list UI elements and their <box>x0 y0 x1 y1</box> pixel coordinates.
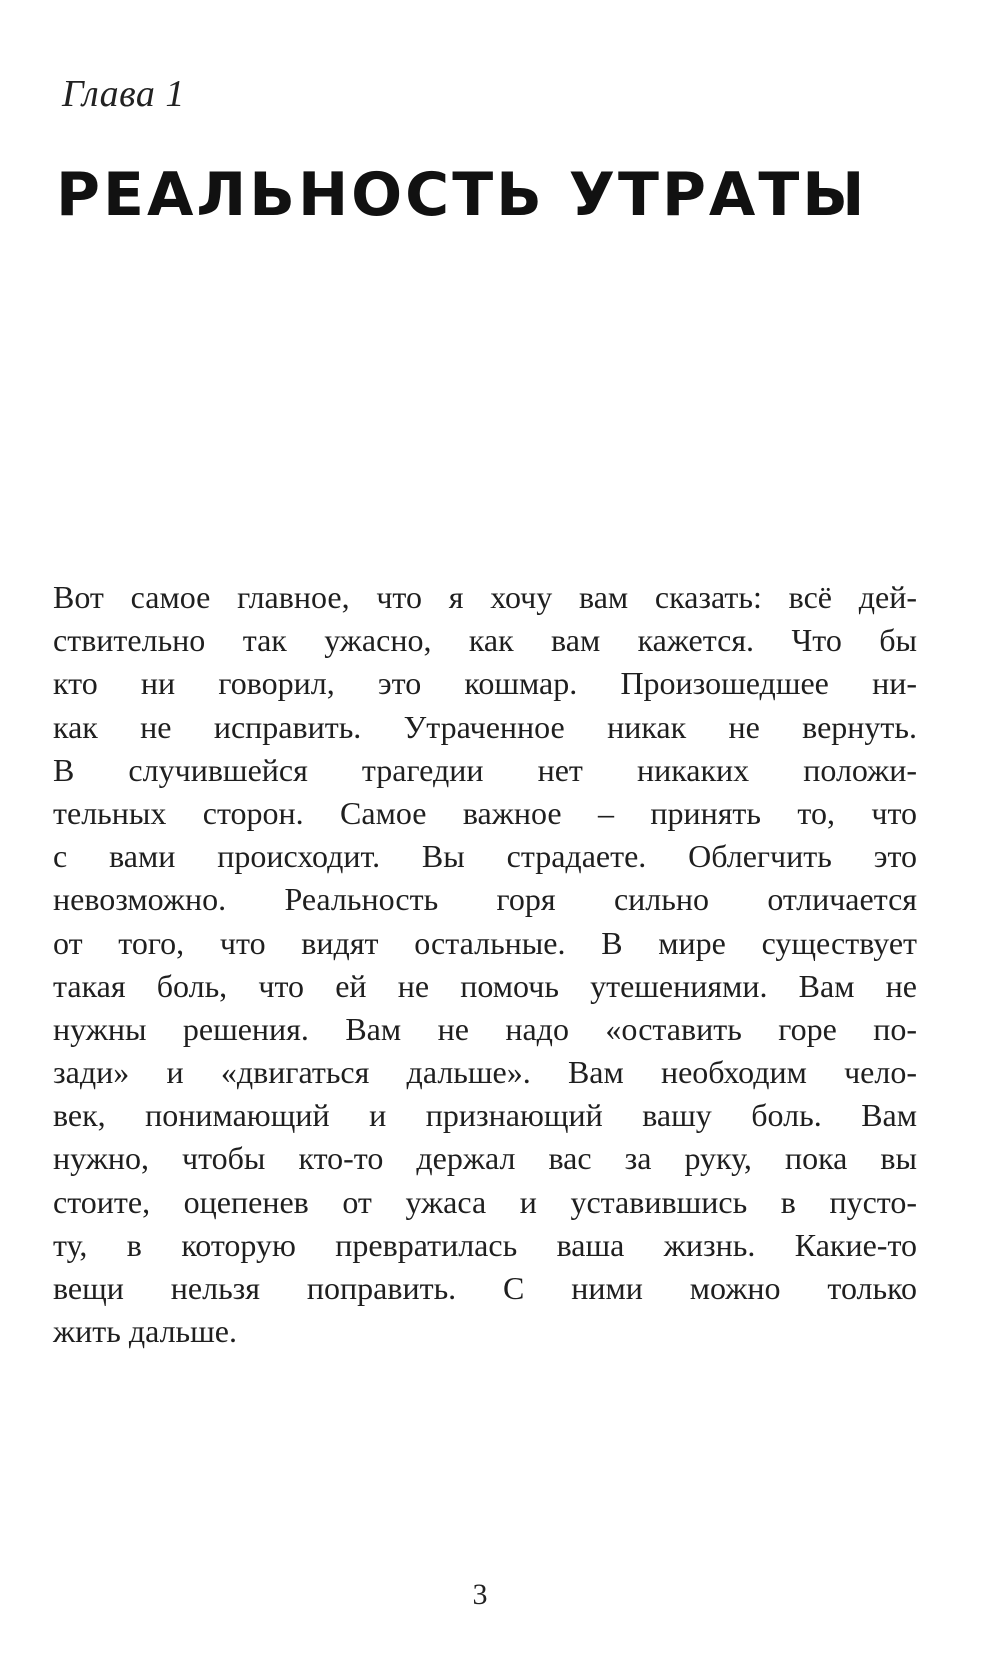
body-text <box>53 576 917 1353</box>
body-line: зади» и «двигаться дальше». Вам необходим чело- <box>53 1054 917 1091</box>
chapter-title: РЕАЛЬНОСТЬ УТРАТЫ <box>56 160 868 230</box>
body-line: от того, что видят остальные. В мире существует <box>53 924 917 961</box>
body-line: тельных сторон. Самое важное – принять то, что <box>53 794 917 831</box>
body-line: с вами происходит. Вы страдаете. Облегчить это <box>53 838 917 875</box>
body-line: стоите, оцепенев от ужаса и уставившись в пусто- <box>53 1183 917 1220</box>
body-line: нужны решения. Вам не надо «оставить горе по- <box>53 1010 917 1047</box>
body-line: ствительно так ужасно, как вам кажется. Что бы <box>53 622 917 659</box>
body-line: такая боль, что ей не помочь утешениями. Вам не <box>53 967 917 1004</box>
body-line: вещи нельзя поправить. С ними можно только <box>53 1270 917 1306</box>
body-line: Вот самое главное, что я хочу вам сказать: всё дей- <box>53 579 917 615</box>
body-line: В случившейся трагедии нет никаких положи- <box>53 751 917 788</box>
body-line: век, понимающий и признающий вашу боль. Вам <box>53 1097 917 1134</box>
chapter-label: Глава 1 <box>62 73 185 115</box>
body-line: как не исправить. Утраченное никак не вернуть. <box>53 708 917 745</box>
body-line: нужно, чтобы кто-то держал вас за руку, пока вы <box>53 1140 917 1177</box>
page-number: 3 <box>472 1578 488 1611</box>
body-line: жить дальше. <box>53 1313 237 1350</box>
body-line: кто ни говорил, это кошмар. Произошедшее ни- <box>53 665 917 702</box>
body-line: ту, в которую превратилась ваша жизнь. Какие-то <box>53 1226 917 1263</box>
body-line: невозможно. Реальность горя сильно отличается <box>53 881 917 918</box>
